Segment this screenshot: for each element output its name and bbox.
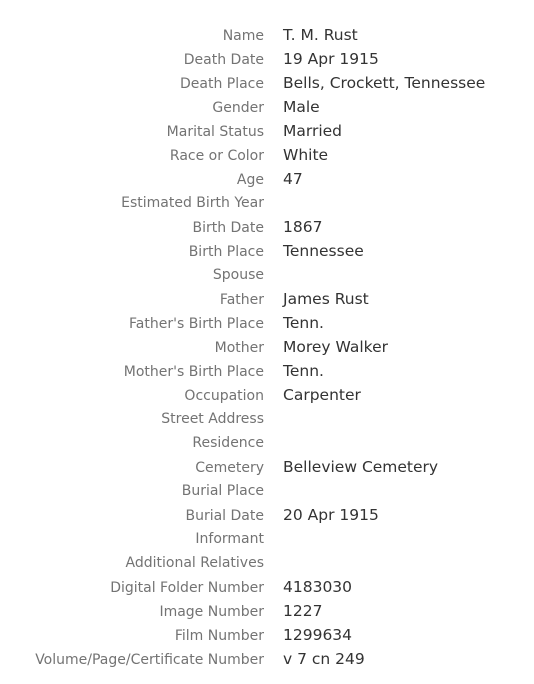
- field-label: Cemetery: [195, 460, 264, 476]
- field-row-residence: [0, 431, 534, 455]
- field-value: Belleview Cemetery: [283, 458, 439, 476]
- field-label: Birth Date: [192, 220, 264, 236]
- field-label: Name: [222, 28, 264, 44]
- field-row-image-number: [0, 599, 534, 623]
- record-details: [0, 23, 534, 671]
- field-value: Male: [283, 98, 320, 116]
- field-value: Tennessee: [283, 242, 364, 260]
- field-value: Married: [283, 122, 343, 140]
- field-label: Death Place: [179, 76, 264, 92]
- field-value: 20 Apr 1915: [283, 506, 379, 524]
- field-value: Morey Walker: [283, 338, 388, 356]
- field-row-gender: [0, 95, 534, 119]
- field-row-birth-date: [0, 215, 534, 239]
- field-label: Street Address: [161, 411, 264, 427]
- field-label: Burial Place: [181, 483, 264, 499]
- field-row-death-place: [0, 71, 534, 95]
- field-label: Additional Relatives: [125, 555, 264, 571]
- field-label: Mother's Birth Place: [123, 364, 264, 380]
- field-row-name: [0, 23, 534, 47]
- field-value: v 7 cn 249: [283, 650, 365, 668]
- field-label: Occupation: [184, 388, 264, 404]
- field-value: 19 Apr 1915: [283, 50, 379, 68]
- field-label: Volume/Page/Certificate Number: [35, 652, 264, 668]
- field-value: 1227: [283, 602, 323, 620]
- field-value: Carpenter: [283, 386, 361, 404]
- field-value: 1299634: [283, 626, 353, 644]
- field-value: 47: [283, 170, 303, 188]
- field-row-burial-place: [0, 479, 534, 503]
- field-row-street-address: [0, 407, 534, 431]
- field-label: Father: [219, 292, 264, 308]
- field-row-father: [0, 287, 534, 311]
- field-value: T. M. Rust: [283, 26, 358, 44]
- field-value: 1867: [283, 218, 323, 236]
- field-label: Film Number: [174, 628, 264, 644]
- field-value: Bells, Crockett, Tennessee: [283, 74, 486, 92]
- field-label: Residence: [192, 435, 264, 451]
- field-row-burial-date: [0, 503, 534, 527]
- field-label: Informant: [195, 531, 264, 547]
- field-label: Age: [236, 172, 264, 188]
- field-value: Tenn.: [283, 314, 324, 332]
- field-row-birth-place: [0, 239, 534, 263]
- field-label: Mother: [214, 340, 264, 356]
- field-row-occupation: [0, 383, 534, 407]
- field-row-volume-page-certificate-number: [0, 647, 534, 671]
- field-row-marital-status: [0, 119, 534, 143]
- field-row-spouse: [0, 263, 534, 287]
- field-label: Marital Status: [166, 124, 264, 140]
- field-label: Birth Place: [188, 244, 264, 260]
- field-value: James Rust: [283, 290, 369, 308]
- field-row-additional-relatives: [0, 551, 534, 575]
- field-row-death-date: [0, 47, 534, 71]
- field-label: Race or Color: [169, 148, 264, 164]
- field-row-film-number: [0, 623, 534, 647]
- field-value: 4183030: [283, 578, 353, 596]
- field-row-mother: [0, 335, 534, 359]
- field-row-mothers-birth-place: [0, 359, 534, 383]
- field-label: Image Number: [159, 604, 264, 620]
- field-row-estimated-birth-year: [0, 191, 534, 215]
- field-label: Estimated Birth Year: [121, 195, 264, 211]
- field-row-age: [0, 167, 534, 191]
- field-row-digital-folder-number: [0, 575, 534, 599]
- field-value: Tenn.: [283, 362, 324, 380]
- field-label: Death Date: [183, 52, 264, 68]
- field-label: Spouse: [212, 267, 264, 283]
- field-label: Digital Folder Number: [110, 580, 264, 596]
- field-row-informant: [0, 527, 534, 551]
- field-row-race-or-color: [0, 143, 534, 167]
- field-label: Burial Date: [185, 508, 264, 524]
- field-row-cemetery: [0, 455, 534, 479]
- field-row-fathers-birth-place: [0, 311, 534, 335]
- field-value: White: [283, 146, 329, 164]
- field-label: Father's Birth Place: [129, 316, 264, 332]
- field-label: Gender: [212, 100, 264, 116]
